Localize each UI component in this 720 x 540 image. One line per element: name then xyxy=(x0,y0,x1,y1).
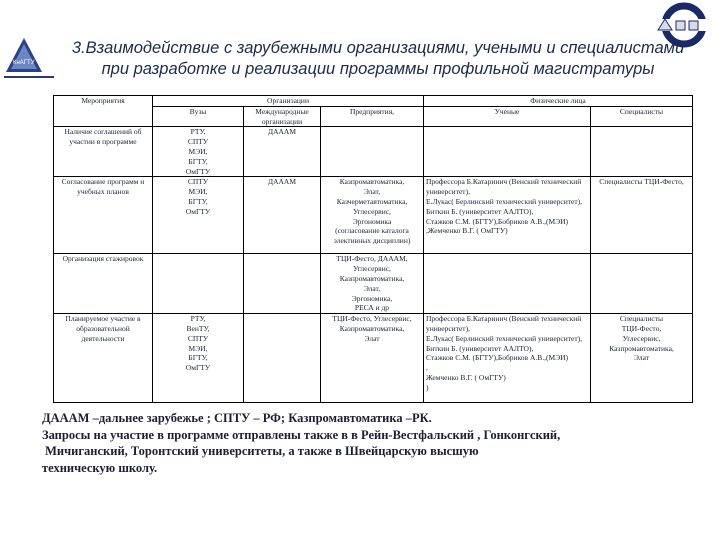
cell-ent xyxy=(321,127,424,177)
table-row xyxy=(54,254,693,314)
table-row xyxy=(54,177,693,254)
cell-sci xyxy=(424,127,591,177)
cell-ent: ТЦИ-Фесто, ДАААМ, Углесервис, Казпромавтоматика, Элат, Эргономика, РЕСА и др xyxy=(321,254,424,314)
cell-event: Наличие соглашений об участии в программе xyxy=(54,127,153,177)
cell-event: Организация стажировок xyxy=(54,254,153,314)
cell-event: Согласование программ и учебных планов xyxy=(54,177,153,254)
cell-univ: СПТУ МЭИ, БГТУ, ОмГТУ xyxy=(153,177,244,254)
table-row xyxy=(54,127,693,177)
cell-ent: ТЦИ-Фесто, Углесервис, Казпромавтоматика, Элат xyxy=(321,314,424,403)
cell-spec: Специалисты ТЦИ-Фесто, Углесервис, Казпромавтоматика, Элат xyxy=(591,314,693,403)
cell-intl xyxy=(244,254,321,314)
table-row xyxy=(54,314,693,403)
cell-intl: ДАААМ xyxy=(244,127,321,177)
header-persons: Физические лица xyxy=(424,96,693,107)
cell-univ: РТУ, ВенТУ, СПТУ МЭИ, БГТУ, ОмГТУ xyxy=(153,314,244,403)
header-events: Мероприятия xyxy=(54,96,153,127)
header-specialists: Специалисты xyxy=(591,106,693,127)
cell-sci xyxy=(424,254,591,314)
cell-sci: Профессора Б.Катаринич (Венский технический университет), Е.Лукас( Берлинский технический университет), Биткин Б. (университет ААЛТО), Стажков С.М. (БГТУ),Бобриков А.В.,(МЭИ) ,Жемченко В.Г. ( ОмГТУ) xyxy=(424,177,591,254)
header-scientists: Ученые xyxy=(424,106,591,127)
cell-sci: Профессора Б.Катаринич (Венский технический университет), Е.Лукас( Берлинский технический университет), Биткин Б. (университет ААЛТО), Стажков С.М. (БГТУ),Бобриков А.В.,(МЭИ) , Жемченко В.Г. ( ОмГТУ) ) xyxy=(424,314,591,403)
cell-spec xyxy=(591,254,693,314)
svg-text:КнАГТУ: КнАГТУ xyxy=(13,60,35,66)
cell-spec xyxy=(591,127,693,177)
header-international: Международные организации xyxy=(244,106,321,127)
header-universities: Вузы xyxy=(153,106,244,127)
cell-intl xyxy=(244,314,321,403)
page-title: 3.Взаимодействие с зарубежными организациями, учеными и специалистами при разработке и реализации программы профильной магистратуры xyxy=(71,39,685,78)
header-enterprises: Предприятия, xyxy=(321,106,424,127)
cell-univ: РТУ, СПТУ МЭИ, БГТУ, ОмГТУ xyxy=(153,127,244,177)
cell-spec: Специалисты ТЦИ-Фесто, xyxy=(591,177,693,254)
footer-notes: ДАААМ –дальнее зарубежье ; СПТУ – РФ; Казпромавтоматика –РК. Запросы на участие в программе отправлены также в в Рейн-Вестфальский , Гонконгский, Мичиганский, Торонтский университеты, а также в Швейцарскую высшую техническую школу. xyxy=(42,411,561,475)
cell-intl: ДАААМ xyxy=(244,177,321,254)
cell-event: Планируемое участие в образовательной деятельности xyxy=(54,314,153,403)
header-organizations: Организации xyxy=(153,96,424,107)
logo-underline xyxy=(4,76,54,78)
cell-ent: Казпромавтоматика, Элат, Казчерметавтоматика, Углесервис, Эргономика (согласование каталога элективных дисциплин) xyxy=(321,177,424,254)
cell-univ xyxy=(153,254,244,314)
university-logo xyxy=(4,36,44,74)
cooperation-table xyxy=(53,95,693,403)
